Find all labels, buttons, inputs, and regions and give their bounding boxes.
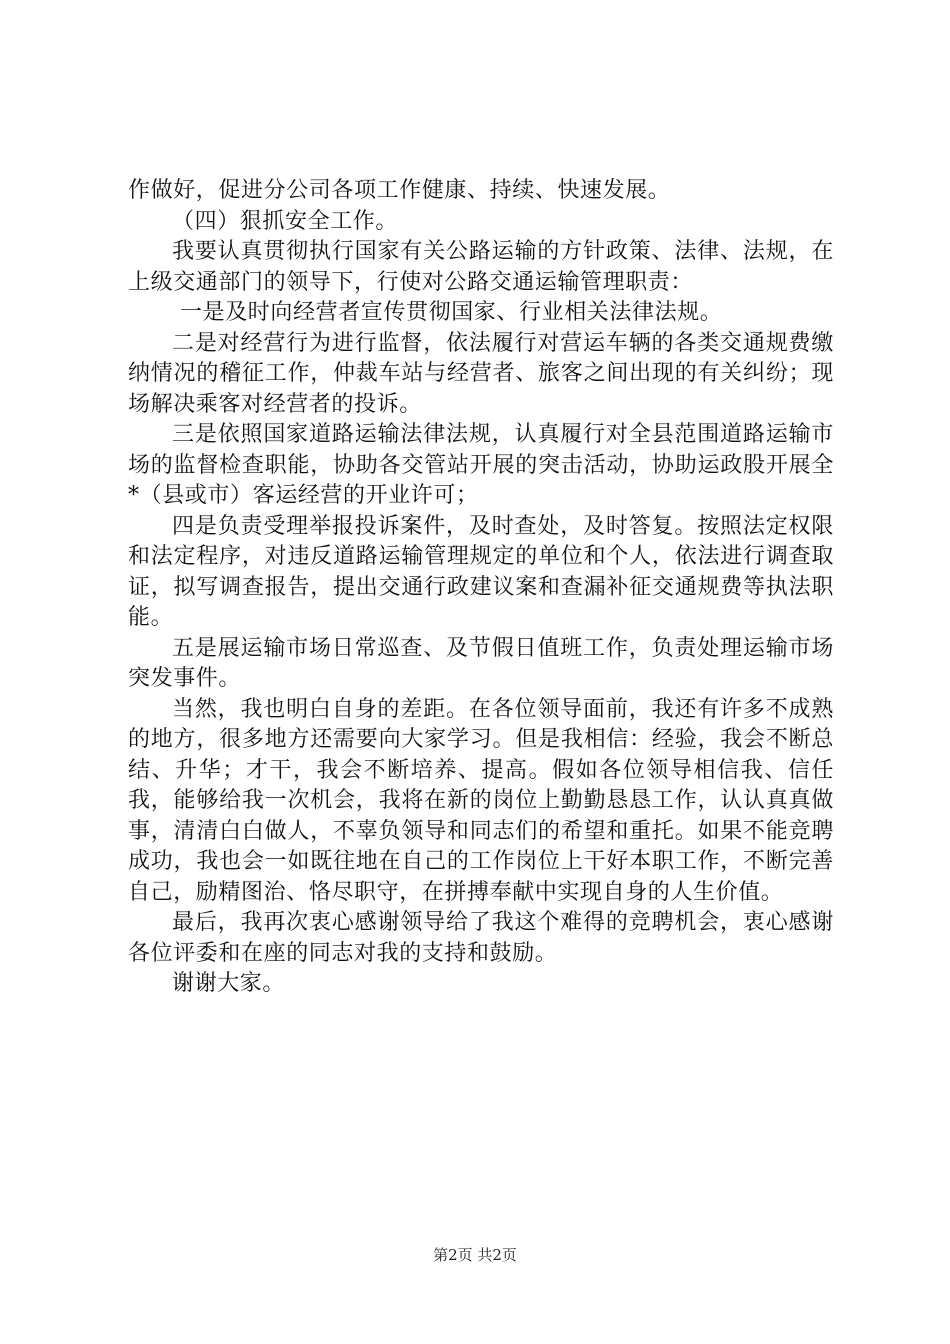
paragraph-closing-thanks: 最后，我再次衷心感谢领导给了我这个难得的竞聘机会，衷心感谢各位评委和在座的同志对我的支持和鼓励。 — [128, 910, 834, 966]
page-number-footer: 第2页 共2页 — [433, 1246, 517, 1264]
duty-item-1: 一是及时向经营者宣传贯彻国家、行业相关法律法规。 — [180, 300, 723, 325]
document-body — [128, 176, 834, 1000]
paragraph-self-reflection: 当然，我也明白自身的差距。在各位领导面前，我还有许多不成熟的地方，很多地方还需要向大家学习。但是我相信：经验，我会不断总结、升华；才干，我会不断培养、提高。假如各位领导相信我、信任我，能够给我一次机会，我将在新的岗位上勤勤恳恳工作，认认真真做事，清清白白做人，不辜负领导和同志们的希望和重托。如果不能竞聘成功，我也会一如既往地在自己的工作岗位上干好本职工作，不断完善自己，励精图治、恪尽职守，在拼搏奉献中实现自身的人生价值。 — [128, 696, 834, 905]
paragraph-final-thanks: 谢谢大家。 — [172, 971, 286, 996]
paragraph-intro: 我要认真贯彻执行国家有关公路运输的方针政策、法律、法规，在上级交通部门的领导下，行使对公路交通运输管理职责： — [128, 239, 834, 295]
duty-item-4: 四是负责受理举报投诉案件，及时查处，及时答复。按照法定权限和法定程序，对违反道路运输管理规定的单位和个人，依法进行调查取证，拟写调查报告，提出交通行政建议案和查漏补征交通规费等执法职能。 — [128, 513, 834, 630]
duty-item-5: 五是展运输市场日常巡查、及节假日值班工作，负责处理运输市场突发事件。 — [128, 635, 834, 691]
duty-item-2: 二是对经营行为进行监督，依法履行对营运车辆的各类交通规费缴纳情况的稽征工作，仲裁车站与经营者、旅客之间出现的有关纠纷；现场解决乘客对经营者的投诉。 — [128, 330, 834, 417]
section-heading: （四）狠抓安全工作。 — [172, 208, 399, 234]
duty-item-3: 三是依照国家道路运输法律法规，认真履行对全县范围道路运输市场的监督检查职能，协助各交管站开展的突击活动，协助运政股开展全*（县或市）客运经营的开业许可； — [128, 422, 834, 508]
paragraph-continuation: 作做好，促进分公司各项工作健康、持续、快速发展。 — [128, 178, 671, 203]
